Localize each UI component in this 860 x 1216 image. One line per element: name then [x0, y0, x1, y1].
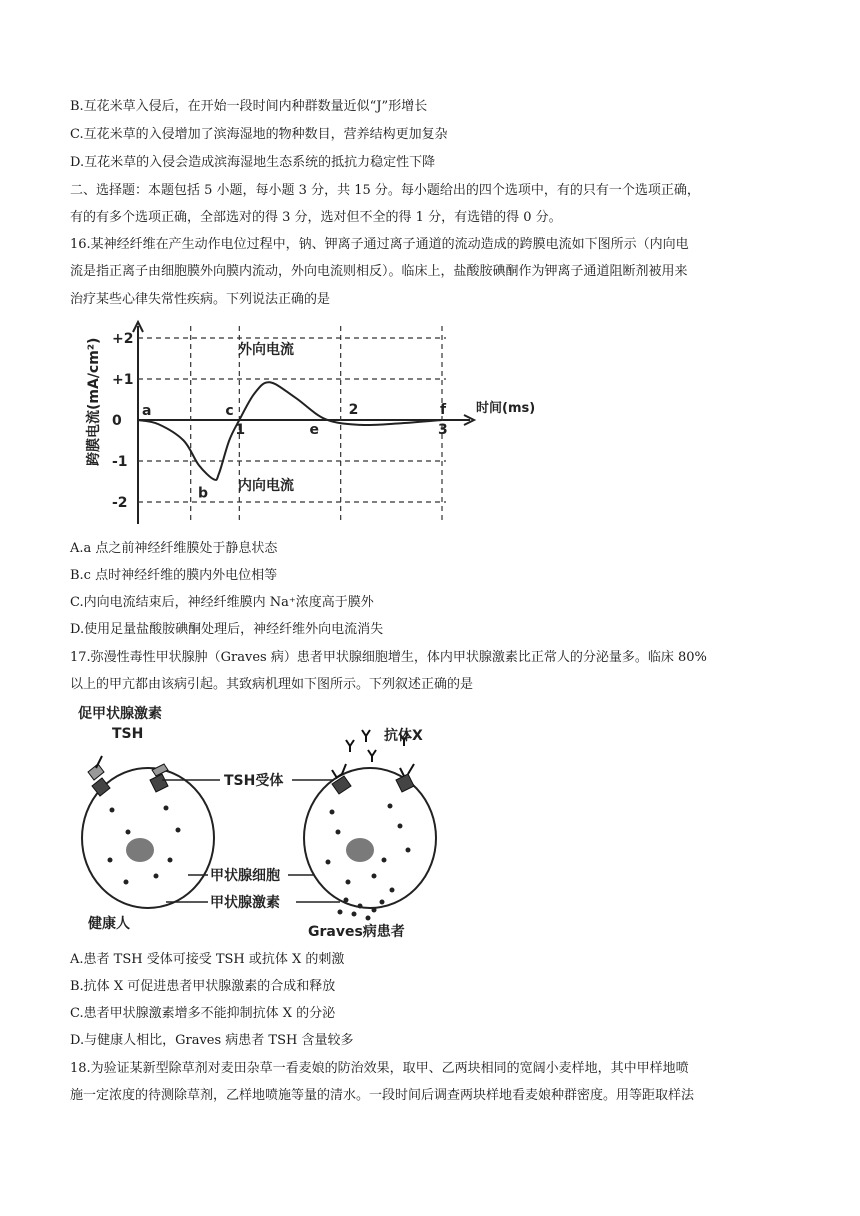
point-label-e: e	[309, 422, 319, 438]
q16-option-d: D.使用足量盐酸胺碘酮处理后，神经纤维外向电流消失	[70, 622, 384, 637]
thyroid-cell-label: 甲状腺细胞	[210, 868, 280, 884]
q17-stem-line2: 以上的甲亢都由该病引起。其致病机理如下图所示。下列叙述正确的是	[70, 677, 474, 692]
q16-option-a: A.a 点之前神经纤维膜处于静息状态	[70, 541, 278, 556]
q17-option-c: C.患者甲状腺激素增多不能抑制抗体 X 的分泌	[70, 1006, 336, 1021]
q16-stem-line3: 治疗某些心律失常性疾病。下列说法正确的是	[70, 292, 331, 307]
q16-option-b: B.c 点时神经纤维的膜内外电位相等	[70, 568, 278, 583]
thyroid-hormone-label: 甲状腺激素	[210, 895, 280, 911]
chart-axes	[133, 322, 474, 524]
y-tick-label: -1	[112, 454, 128, 470]
option-b-prev: B.互花米草入侵后，在开始一段时间内种群数量近似“J”形增长	[70, 99, 428, 114]
y-tick-label: +1	[112, 372, 134, 388]
option-d-prev: D.互花米草的入侵会造成滨海湿地生态系统的抵抗力稳定性下降	[70, 155, 436, 170]
x-tick-label: 3	[438, 422, 448, 438]
patient-thyroid-cell	[304, 768, 436, 908]
patient-hormone-dots	[338, 898, 385, 921]
patient-receptor-right	[396, 764, 414, 792]
q17-option-b: B.抗体 X 可促进患者甲状腺激素的合成和释放	[70, 979, 336, 994]
tsh-receptor-label: TSH受体	[224, 773, 284, 789]
x-axis-label: 时间(ms)	[476, 401, 536, 416]
y-tick-label: 0	[112, 413, 122, 429]
q17-stem-line1: 17.弥漫性毒性甲状腺肿（Graves 病）患者甲状腺细胞增生，体内甲状腺激素比正常人的分泌量多。临床 80%	[70, 650, 707, 665]
healthy-person-label: 健康人	[88, 916, 130, 932]
q17-option-a: A.患者 TSH 受体可接受 TSH 或抗体 X 的刺激	[70, 952, 345, 967]
q16-stem-line1: 16.某神经纤维在产生动作电位过程中，钠、钾离子通过离子通道的流动造成的跨膜电流如下图所示（内向电	[70, 237, 689, 252]
section-header-line1: 二、选择题：本题包括 5 小题，每小题 3 分，共 15 分。每小题给出的四个选项中，有的只有一个选项正确，	[70, 183, 700, 198]
current-curve	[138, 382, 442, 480]
healthy-tsh-receptor-left	[88, 756, 110, 796]
outward-current-label: 外向电流	[238, 342, 294, 358]
graves-patient-label: Graves病患者	[308, 924, 405, 940]
chart-point-labels	[142, 402, 447, 501]
y-axis-label: 跨膜电流(mA/cm²)	[86, 337, 102, 466]
x-tick-label: 1	[235, 422, 246, 438]
q17-option-d: D.与健康人相比，Graves 病患者 TSH 含量较多	[70, 1033, 354, 1048]
point-label-b: b	[198, 485, 209, 502]
tsh-label: TSH	[112, 726, 144, 742]
q18-stem-line2: 施一定浓度的待测除草剂，乙样地喷施等量的清水。一段时间后调查两块样地看麦娘种群密度。用等距取样法	[70, 1088, 695, 1103]
membrane-current-chart	[70, 318, 540, 533]
point-label-c: c	[225, 403, 234, 419]
y-tick-label: +2	[112, 331, 134, 347]
tsh-title-label: 促甲状腺激素	[78, 706, 162, 722]
q18-stem-line1: 18.为验证某新型除草剂对麦田杂草一看麦娘的防治效果，取甲、乙两块相同的宽阔小麦样地，其中甲样地喷	[70, 1061, 689, 1076]
q16-option-c: C.内向电流结束后，神经纤维膜内 Na⁺浓度高于膜外	[70, 595, 374, 610]
option-c-prev: C.互花米草的入侵增加了滨海湿地的物种数目，营养结构更加复杂	[70, 127, 448, 142]
point-label-f: f	[440, 402, 447, 418]
graves-mechanism-diagram	[70, 700, 450, 945]
inward-current-label: 内向电流	[238, 478, 294, 494]
section-header-line2: 有的有多个选项正确，全部选对的得 3 分，选对但不全的得 1 分，有选错的得 0 分。	[70, 210, 562, 225]
q16-stem-line2: 流是指正离子由细胞膜外向膜内流动，外向电流则相反）。临床上，盐酸胺碘酮作为钾离子通道阻断剂被用来	[70, 264, 688, 279]
point-label-a: a	[142, 403, 152, 419]
antibody-x-label: 抗体X	[384, 728, 423, 744]
y-tick-label: -2	[112, 495, 128, 511]
x-tick-label: 2	[348, 402, 359, 418]
